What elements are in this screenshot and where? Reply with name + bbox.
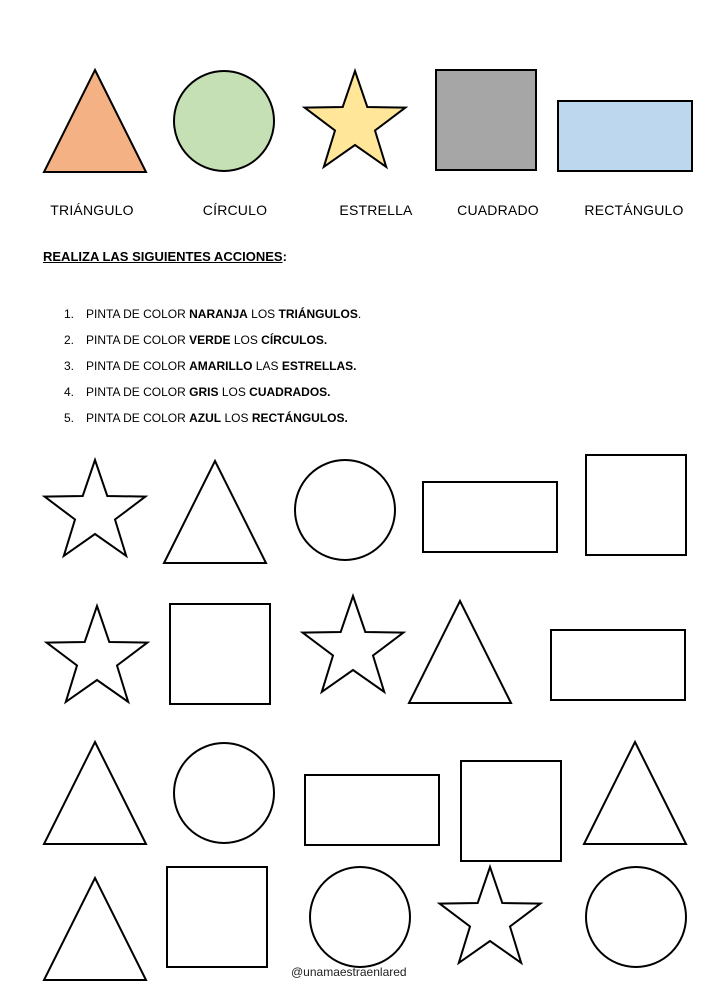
worksheet-circle-outline [586,867,686,967]
instruction-middle: LOS [218,385,250,399]
instruction-middle: LOS [230,333,262,347]
instruction-prefix: PINTA DE COLOR [86,411,190,425]
instruction-middle: LOS [221,411,252,425]
instruction-number: 1. [64,307,75,321]
legend-label-star: ESTRELLA [339,202,413,218]
instructions-heading-colon: : [282,249,287,264]
instruction-color: GRIS [189,385,219,399]
worksheet-square-outline [170,604,270,704]
instruction-prefix: PINTA DE COLOR [86,333,190,347]
instruction-middle: LAS [252,359,282,373]
instruction-item [64,306,361,332]
legend-label-rectangle: RECTÁNGULO [584,202,684,218]
instruction-prefix: PINTA DE COLOR [86,307,190,321]
instruction-color: NARANJA [189,307,248,321]
instruction-number: 3. [64,359,75,373]
legend-label-triangle: TRIÁNGULO [50,202,134,218]
instruction-color: AMARILLO [189,359,253,373]
worksheet-circle-outline [295,460,395,560]
worksheet-circle-outline [310,867,410,967]
worksheet-rectangle-outline [551,630,685,700]
instruction-item [64,384,361,410]
worksheet-square-outline [461,761,561,861]
instruction-shape: TRIÁNGULOS [278,307,358,321]
worksheet-triangle-outline [409,601,511,703]
instruction-item [64,410,361,436]
worksheet-triangle-outline [584,742,686,844]
legend-star-shape [305,71,406,167]
instruction-prefix: PINTA DE COLOR [86,359,190,373]
worksheet-star-outline [47,606,148,702]
worksheet-triangle-outline [164,461,266,563]
legend-label-square: CUADRADO [457,202,539,218]
credit-handle: @unamaestraenlared [291,965,407,979]
instructions-heading-text: REALIZA LAS SIGUIENTES ACCIONES [43,249,283,264]
instruction-item [64,332,361,358]
instruction-number: 5. [64,411,75,425]
worksheet-star-outline [45,460,146,556]
instruction-number: 4. [64,385,75,399]
legend-square-shape [436,70,536,170]
worksheet-square-outline [167,867,267,967]
instruction-middle: LOS [247,307,279,321]
instructions-list [64,306,361,436]
shapes-grid [44,455,686,980]
worksheet-square-outline [586,455,686,555]
worksheet-triangle-outline [44,878,146,980]
legend-label-circle: CÍRCULO [202,202,268,218]
instruction-shape: CUADRADOS. [249,385,331,399]
instruction-shape: CÍRCULOS. [261,333,328,347]
worksheet-star-outline [303,596,404,692]
worksheet-star-outline [440,867,541,963]
instruction-shape: RECTÁNGULOS. [251,411,348,425]
instruction-shape: ESTRELLAS. [281,359,357,373]
legend-circle-shape [174,71,274,171]
instructions-heading [43,249,287,264]
worksheet-rectangle-outline [305,775,439,845]
instruction-color: VERDE [189,333,231,347]
worksheet-circle-outline [174,743,274,843]
legend-rectangle-shape [558,101,692,171]
legend-shapes [44,70,692,172]
instruction-end: . [357,307,362,321]
instruction-prefix: PINTA DE COLOR [86,385,190,399]
instruction-item [64,358,361,384]
worksheet-rectangle-outline [423,482,557,552]
instruction-color: AZUL [189,411,222,425]
legend-triangle-shape [44,70,146,172]
worksheet-triangle-outline [44,742,146,844]
instruction-number: 2. [64,333,75,347]
